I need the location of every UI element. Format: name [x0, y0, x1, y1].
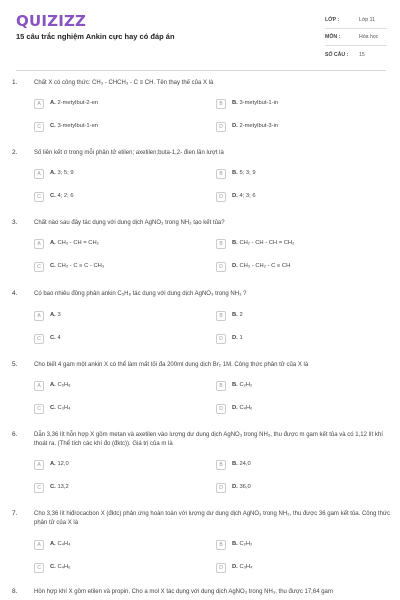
option-a[interactable]: [34, 311, 204, 323]
option-letter-box: C: [34, 404, 44, 414]
option-letter-box: D: [216, 122, 226, 132]
option-text: 24,0: [239, 461, 251, 467]
option-key: A.: [50, 170, 56, 176]
option-key: D.: [232, 335, 238, 341]
option-key: C.: [50, 564, 56, 570]
option-text: 5; 3; 9: [239, 170, 256, 176]
option-key: A.: [50, 461, 56, 467]
option-text: 4; 2; 6: [57, 193, 74, 199]
option-b[interactable]: [216, 99, 386, 111]
option-b[interactable]: [216, 381, 386, 393]
option-key: B.: [232, 541, 238, 547]
option-key: A.: [50, 541, 56, 547]
worksheet-title: 15 câu trắc nghiệm Ankin cực hay có đáp án: [16, 32, 175, 41]
option-d[interactable]: [216, 563, 386, 575]
option-key: A.: [50, 312, 56, 318]
option-key: D.: [232, 193, 238, 199]
option-text: C₄H₄: [57, 541, 71, 547]
question-number: 2.: [12, 149, 18, 156]
question-number: 7.: [12, 510, 18, 517]
option-text: C₄H₆: [239, 405, 253, 411]
question-text: Chất X có công thức: CH₃ - CHCH₃ - C ≡ CH. Tên thay thế của X là: [34, 80, 214, 86]
option-text: C₂H₂: [239, 382, 253, 388]
option-letter-box: B: [216, 239, 226, 249]
option-a[interactable]: [34, 381, 204, 393]
option-key: C.: [50, 123, 56, 129]
option-text: CH₂ - CH - CH = CH₂: [239, 240, 295, 246]
option-key: C.: [50, 335, 56, 341]
meta-label: MÔN :: [325, 34, 341, 40]
option-letter-box: B: [216, 311, 226, 321]
option-key: C.: [50, 405, 56, 411]
option-d[interactable]: [216, 192, 386, 204]
option-letter-box: A: [34, 540, 44, 550]
option-letter-box: B: [216, 460, 226, 470]
option-a[interactable]: [34, 540, 204, 552]
option-b[interactable]: [216, 460, 386, 472]
option-text: 4: [57, 335, 61, 341]
option-key: C.: [50, 484, 56, 490]
option-a[interactable]: [34, 460, 204, 472]
option-a[interactable]: [34, 169, 204, 181]
option-letter-box: C: [34, 483, 44, 493]
option-letter-box: D: [216, 262, 226, 272]
question-number: 6.: [12, 431, 18, 438]
option-text: 13,2: [57, 484, 69, 490]
question-text: Chất nào sau đây tác dụng với dung dịch AgNO₃ trong NH₃ tạo kết tủa?: [34, 220, 225, 226]
option-text: 3-metylbut-1-in: [239, 100, 279, 106]
option-key: B.: [232, 100, 238, 106]
option-d[interactable]: [216, 334, 386, 346]
option-letter-box: A: [34, 311, 44, 321]
question-text: Cho biết 4 gam một ankin X có thể làm mất tối đa 200ml dung dịch Br₂ 1M. Công thức phân tử của X là: [34, 362, 309, 368]
question-number: 5.: [12, 361, 18, 368]
meta-class-row: [325, 12, 387, 29]
option-c[interactable]: [34, 122, 204, 134]
option-letter-box: C: [34, 563, 44, 573]
option-letter-box: A: [34, 460, 44, 470]
option-c[interactable]: [34, 404, 204, 416]
option-text: 36,0: [239, 484, 251, 490]
option-letter-box: D: [216, 483, 226, 493]
option-d[interactable]: [216, 483, 386, 495]
option-key: D.: [232, 405, 238, 411]
meta-label: SỐ CÂU :: [325, 51, 349, 58]
option-key: B.: [232, 170, 238, 176]
option-b[interactable]: [216, 169, 386, 181]
option-letter-box: A: [34, 99, 44, 109]
option-text: 2-metylbut-2-en: [57, 100, 99, 106]
option-key: A.: [50, 100, 56, 106]
meta-value: Hóa học: [359, 34, 379, 40]
option-letter-box: B: [216, 99, 226, 109]
option-key: B.: [232, 312, 238, 318]
meta-value: 15: [359, 51, 365, 58]
option-key: B.: [232, 240, 238, 246]
worksheet-meta: [325, 12, 387, 63]
option-c[interactable]: [34, 262, 204, 274]
option-b[interactable]: [216, 540, 386, 552]
option-key: B.: [232, 382, 238, 388]
option-letter-box: D: [216, 192, 226, 202]
option-letter-box: A: [34, 381, 44, 391]
option-key: D.: [232, 123, 238, 129]
meta-value: Lớp 11: [359, 17, 375, 23]
option-text: 3-metylbut-1-en: [57, 123, 99, 129]
option-text: 3: [57, 312, 61, 318]
option-key: C.: [50, 193, 56, 199]
question-number: 3.: [12, 219, 18, 226]
question-number: 1.: [12, 79, 18, 86]
option-text: 3; 5; 9: [57, 170, 74, 176]
option-text: CH₃ - CH₂ - C ≡ CH: [239, 263, 291, 269]
option-text: C₅H₈: [57, 382, 71, 388]
meta-subject-row: [325, 29, 387, 46]
option-letter-box: C: [34, 334, 44, 344]
option-text: 4; 3; 6: [239, 193, 256, 199]
option-key: D.: [232, 484, 238, 490]
question-number: 4.: [12, 290, 18, 297]
option-text: 2-metylbut-3-in: [239, 123, 279, 129]
question-number: 8.: [12, 588, 18, 595]
option-d[interactable]: [216, 122, 386, 134]
question-text: Dẫn 3,36 lít hỗn hợp X gồm metan và axetilen vào lượng dư dung dịch AgNO₃ trong NH₃, thu được m gam kết tủa và có 1,12 lít khí thoát ra. (Thể tích các khí đo (đktc)). Giá trị của m là: [34, 432, 383, 447]
option-text: C₃H₄: [239, 564, 253, 570]
option-text: C₃H₄: [57, 405, 71, 411]
option-c[interactable]: [34, 563, 204, 575]
option-a[interactable]: [34, 239, 204, 251]
option-d[interactable]: [216, 404, 386, 416]
option-letter-box: D: [216, 334, 226, 344]
option-letter-box: A: [34, 169, 44, 179]
option-letter-box: A: [34, 239, 44, 249]
question-text: Có bao nhiêu đồng phân ankin C₅H₈ tác dụng với dung dịch AgNO₃ trong NH₃ ?: [34, 291, 247, 297]
meta-label: LỚP :: [325, 17, 340, 23]
header-divider: [16, 70, 386, 71]
quizizz-logo: QUIZIZZ: [16, 12, 87, 30]
option-key: B.: [232, 461, 238, 467]
option-key: A.: [50, 240, 56, 246]
option-text: CH₃ - C ≡ C - CH₃: [57, 263, 105, 269]
option-c[interactable]: [34, 334, 204, 346]
option-letter-box: B: [216, 169, 226, 179]
meta-count-row: [325, 46, 387, 63]
question-text: Cho 3,36 lít hiđrocacbon X (đktc) phản ứng hoàn toàn với lượng dư dung dịch AgNO₃ trong NH₃, thu được 36 gam kết tủa. Công thức phân tử của X là: [34, 511, 390, 526]
question-text: Số liên kết σ trong mỗi phân tử etilen; axetilen;buta-1,2- đien lần lượt là: [34, 150, 224, 156]
option-text: CH₃ - CH = CH₂: [57, 240, 99, 246]
option-letter-box: B: [216, 381, 226, 391]
option-key: D.: [232, 263, 238, 269]
option-letter-box: B: [216, 540, 226, 550]
question-text: Hỗn hợp khí X gồm etilen và propin. Cho a mol X tác dụng với dung dịch AgNO₃ trong NH₃, thu được 17,64 gam: [34, 589, 333, 595]
option-letter-box: C: [34, 192, 44, 202]
option-b[interactable]: [216, 311, 386, 323]
option-key: D.: [232, 564, 238, 570]
option-text: C₂H₂: [239, 541, 253, 547]
option-text: 12,0: [57, 461, 69, 467]
option-letter-box: D: [216, 563, 226, 573]
option-letter-box: C: [34, 122, 44, 132]
option-a[interactable]: [34, 99, 204, 111]
option-b[interactable]: [216, 239, 386, 251]
option-d[interactable]: [216, 262, 386, 274]
option-key: A.: [50, 382, 56, 388]
option-c[interactable]: [34, 192, 204, 204]
option-letter-box: C: [34, 262, 44, 272]
option-c[interactable]: [34, 483, 204, 495]
option-text: 1: [239, 335, 243, 341]
option-text: 2: [239, 312, 243, 318]
option-key: C.: [50, 263, 56, 269]
worksheet-header: [0, 0, 400, 72]
option-text: C₄H₆: [57, 564, 71, 570]
option-letter-box: D: [216, 404, 226, 414]
